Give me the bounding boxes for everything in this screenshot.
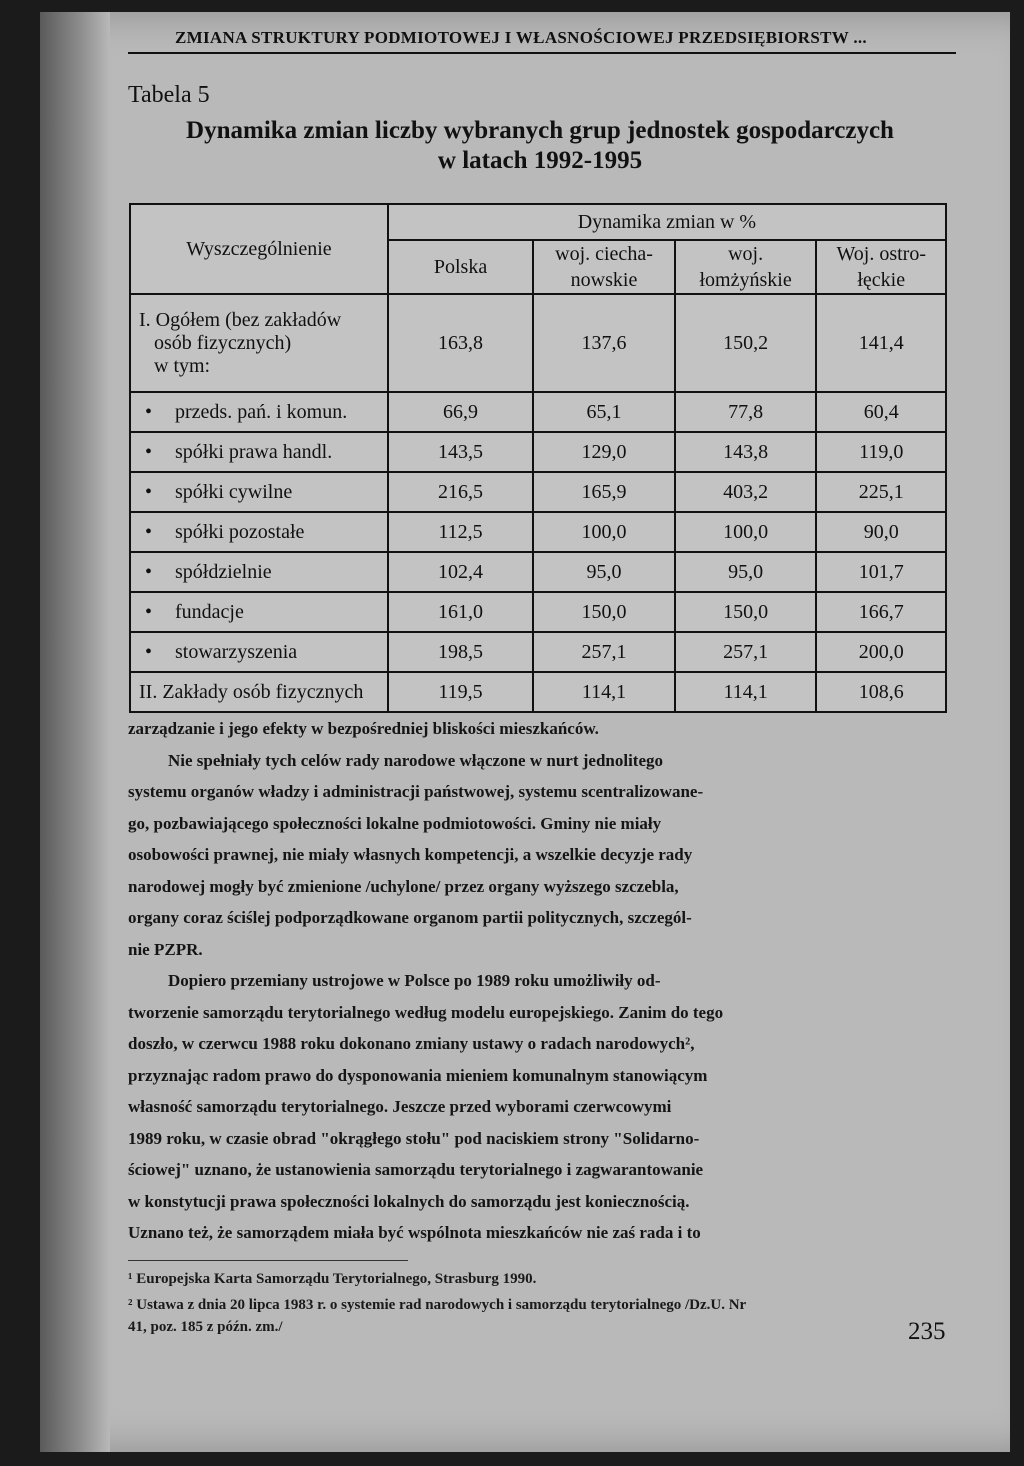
bullet-icon: •	[145, 480, 153, 503]
row-label-text: spółdzielnie	[175, 560, 272, 583]
row-label-text: spółki pozostałe	[175, 520, 305, 543]
cell-value: 95,0	[533, 552, 675, 592]
cell-value: 137,6	[533, 294, 675, 392]
cell-value: 257,1	[675, 632, 817, 672]
cell-value: 166,7	[816, 592, 946, 632]
table-row	[130, 392, 946, 432]
cell-value: 60,4	[816, 392, 946, 432]
cell-value: 129,0	[533, 432, 675, 472]
bullet-icon: •	[145, 440, 153, 463]
bullet-icon: •	[145, 400, 153, 423]
body-line: własność samorządu terytorialnego. Jeszcze przed wyborami czerwcowymi	[128, 1097, 672, 1116]
page-number: 235	[908, 1318, 946, 1345]
cell-value: 150,2	[675, 294, 817, 392]
cell-value: 161,0	[388, 592, 533, 632]
row-label-text: przeds. pań. i komun.	[175, 400, 348, 423]
body-line: Uznano też, że samorządem miała być wspólnota mieszkańców nie zaś rada i to	[128, 1223, 701, 1242]
bullet-icon: •	[145, 520, 153, 543]
table-row	[130, 472, 946, 512]
cell-value: 119,5	[388, 672, 533, 712]
cell-value: 102,4	[388, 552, 533, 592]
header-col-3: woj. łomżyńskie	[675, 240, 817, 294]
table-row	[130, 432, 946, 472]
body-line: systemu organów władzy i administracji państwowej, systemu scentralizowane-	[128, 782, 704, 801]
table-row	[130, 632, 946, 672]
row-label: I. Ogółem (bez zakładów osób fizycznych) w tym:	[130, 294, 388, 392]
cell-value: 95,0	[675, 552, 817, 592]
cell-value: 141,4	[816, 294, 946, 392]
body-line: osobowości prawnej, nie miały własnych kompetencji, a wszelkie decyzje rady	[128, 845, 693, 864]
table-row	[130, 672, 946, 712]
body-line: Dopiero przemiany ustrojowe w Polsce po 1989 roku umożliwiły od-	[168, 971, 661, 990]
body-line: 1989 roku, w czasie obrad "okrągłego stołu" pod naciskiem strony "Solidarno-	[128, 1128, 700, 1148]
cell-value: 119,0	[816, 432, 946, 472]
row-label	[130, 392, 388, 432]
footnote-3: 41, poz. 185 z późn. zm./	[128, 1319, 283, 1335]
cell-value: 108,6	[816, 672, 946, 712]
table-title-line-2: w latach 1992-1995	[437, 147, 643, 174]
row-label-text: stowarzyszenia	[175, 640, 298, 663]
row-label	[130, 552, 388, 592]
cell-value: 100,0	[675, 512, 817, 552]
cell-value: 143,8	[675, 432, 817, 472]
footnote-rule	[128, 1260, 408, 1261]
cell-value: 77,8	[675, 392, 817, 432]
body-line: w konstytucji prawa społeczności lokalnych do samorządu jest koniecznością.	[128, 1191, 690, 1211]
table-row	[130, 512, 946, 552]
body-line: nie PZPR.	[128, 939, 203, 959]
table-label: Tabela 5	[128, 82, 210, 108]
header-col-2: woj. ciecha- nowskie	[533, 240, 675, 294]
cell-value: 225,1	[816, 472, 946, 512]
footnote-2: ² Ustawa z dnia 20 lipca 1983 r. o systemie rad narodowych i samorządu terytorialnego /Dz.U. Nr	[128, 1297, 747, 1313]
cell-value: 403,2	[675, 472, 817, 512]
header-rule	[128, 52, 956, 54]
row-label-text: fundacje	[175, 600, 244, 623]
cell-value: 200,0	[816, 632, 946, 672]
row-label-text: spółki prawa handl.	[175, 440, 333, 463]
cell-value: 143,5	[388, 432, 533, 472]
cell-value: 66,9	[388, 392, 533, 432]
header-col-1: Polska	[388, 240, 533, 294]
row-label	[130, 432, 388, 472]
row-label: II. Zakłady osób fizycznych	[130, 672, 388, 712]
bullet-icon: •	[145, 640, 153, 663]
body-line: organy coraz ściślej podporządkowane organom partii politycznych, szczegól-	[128, 908, 692, 927]
footnote-1: ¹ Europejska Karta Samorządu Terytorialnego, Strasburg 1990.	[128, 1271, 537, 1287]
body-line: tworzenie samorządu terytorialnego według modelu europejskiego. Zanim do tego	[128, 1002, 724, 1022]
cell-value: 150,0	[675, 592, 817, 632]
header-col-4: Woj. ostro- łęckie	[816, 240, 946, 294]
bullet-icon: •	[145, 600, 153, 623]
cell-value: 216,5	[388, 472, 533, 512]
cell-value: 163,8	[388, 294, 533, 392]
row-label	[130, 592, 388, 632]
body-line: narodowej mogły być zmienione /uchylone/ przez organy wyższego szczebla,	[128, 876, 679, 896]
header-group: Dynamika zmian w %	[388, 204, 946, 240]
body-line: doszło, w czerwcu 1988 roku dokonano zmiany ustawy o radach narodowych²,	[128, 1034, 695, 1053]
cell-value: 198,5	[388, 632, 533, 672]
data-table	[129, 203, 947, 713]
table-title	[140, 116, 940, 176]
body-line: zarządzanie i jego efekty w bezpośredniej bliskości mieszkańców.	[128, 719, 599, 738]
cell-value: 114,1	[533, 672, 675, 712]
cell-value: 112,5	[388, 512, 533, 552]
page-gutter-shadow	[40, 12, 110, 1452]
cell-value: 257,1	[533, 632, 675, 672]
bullet-icon: •	[145, 560, 153, 583]
cell-value: 65,1	[533, 392, 675, 432]
table-row	[130, 294, 946, 392]
cell-value: 90,0	[816, 512, 946, 552]
cell-value: 101,7	[816, 552, 946, 592]
table-row	[130, 552, 946, 592]
cell-value: 114,1	[675, 672, 817, 712]
row-label-text: spółki cywilne	[175, 480, 293, 503]
cell-value: 100,0	[533, 512, 675, 552]
body-line: go, pozbawiającego społeczności lokalne podmiotowości. Gminy nie miały	[128, 813, 662, 833]
running-header: ZMIANA STRUKTURY PODMIOTOWEJ I WŁASNOŚCIOWEJ PRZEDSIĘBIORSTW ...	[175, 28, 867, 47]
table-row	[130, 592, 946, 632]
header-item: Wyszczególnienie	[130, 204, 388, 294]
row-label	[130, 472, 388, 512]
row-label	[130, 512, 388, 552]
cell-value: 165,9	[533, 472, 675, 512]
body-line: przyznając radom prawo do dysponowania mieniem komunalnym stanowiącym	[128, 1065, 708, 1085]
cell-value: 150,0	[533, 592, 675, 632]
body-line: ściowej" uznano, że ustanowienia samorządu terytorialnego i zagwarantowanie	[128, 1160, 704, 1179]
row-label	[130, 632, 388, 672]
body-line: Nie spełniały tych celów rady narodowe włączone w nurt jednolitego	[168, 750, 664, 770]
table-title-line-1: Dynamika zmian liczby wybranych grup jednostek gospodarczych	[186, 117, 894, 144]
